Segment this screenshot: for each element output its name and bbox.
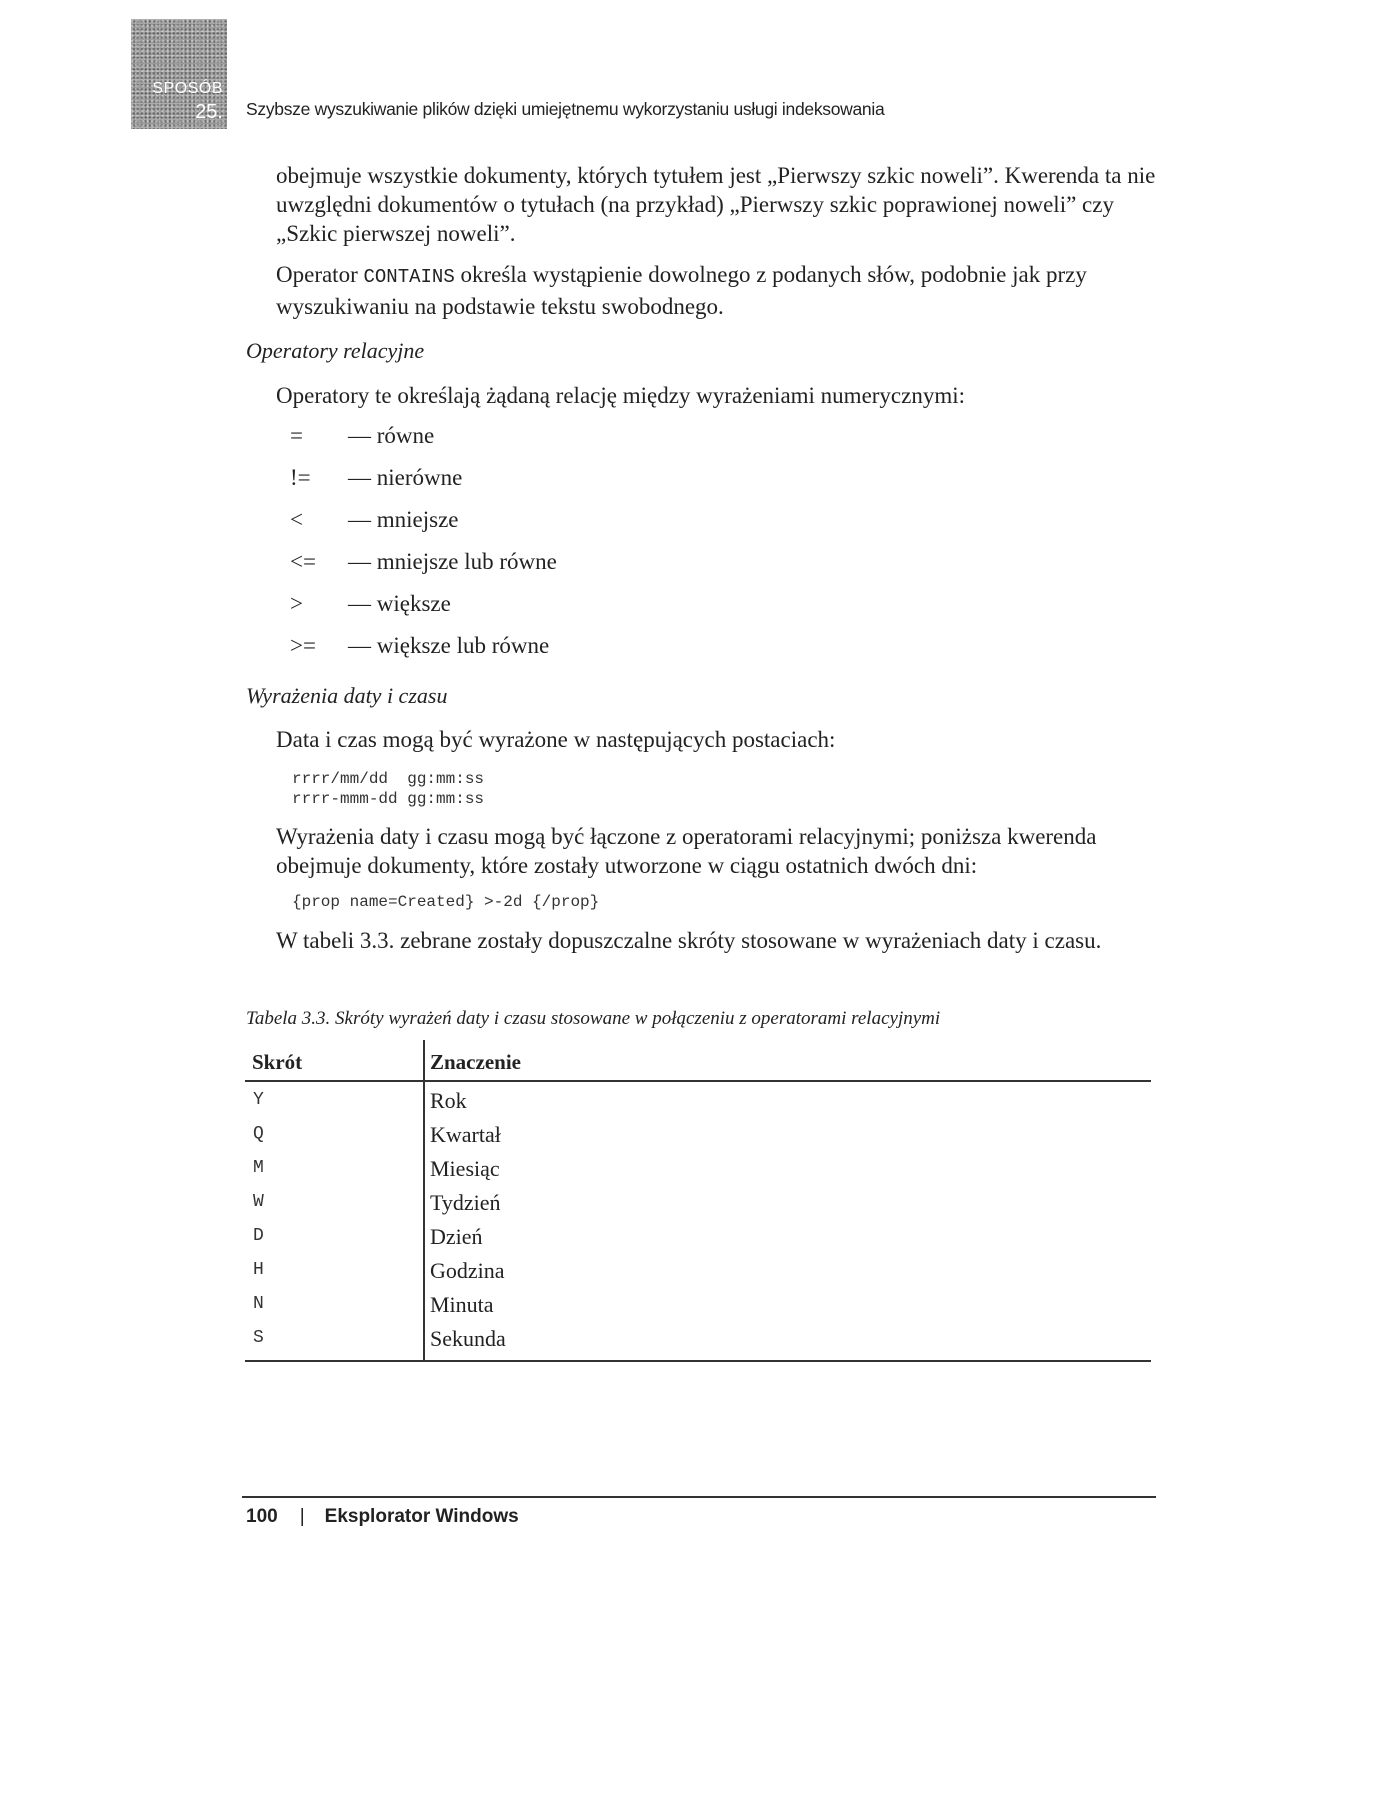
table-cell-meaning: Godzina bbox=[430, 1258, 505, 1283]
table-header-abbreviation: Skrót bbox=[252, 1050, 303, 1074]
table-row bbox=[245, 1290, 1151, 1324]
table-row bbox=[245, 1120, 1151, 1154]
subhead-relational-operators: Operatory relacyjne bbox=[246, 338, 425, 363]
table-cell-meaning: Dzień bbox=[430, 1224, 483, 1249]
paragraph-2-rest: określa wystąpienie dowolnego z podanych słów, podobnie jak przy wyszukiwaniu na podstawie tekstu swobodnego. bbox=[276, 262, 1087, 319]
table-row bbox=[245, 1324, 1151, 1358]
table-cell-meaning: Sekunda bbox=[430, 1326, 506, 1351]
operator-symbol: <= bbox=[290, 549, 316, 574]
table-cell-abbreviation: M bbox=[253, 1158, 264, 1178]
table-cell-meaning: Minuta bbox=[430, 1292, 494, 1317]
operator-row bbox=[0, 549, 800, 579]
operator-row bbox=[0, 591, 800, 621]
table-cell-abbreviation: D bbox=[253, 1226, 264, 1246]
running-head: Szybsze wyszukiwanie plików dzięki umiejętnemu wykorzystaniu usługi indeksowania bbox=[246, 99, 885, 119]
table-row bbox=[245, 1222, 1151, 1256]
table-row bbox=[245, 1256, 1151, 1290]
inline-code-contains: CONTAINS bbox=[363, 266, 455, 288]
footer-separator: | bbox=[299, 1506, 305, 1527]
table-cell-meaning: Kwartał bbox=[430, 1122, 501, 1147]
paragraph-5: Wyrażenia daty i czasu mogą być łączone z operatorami relacyjnymi; poniższa kwerenda obejmuje dokumenty, które zostały utworzone w ciągu ostatnich dwóch dni: bbox=[276, 824, 1097, 878]
paragraph-4: Data i czas mogą być wyrażone w następujących postaciach: bbox=[276, 727, 836, 752]
operator-row bbox=[0, 633, 800, 663]
code-line-query-example: {prop name=Created} >-2d {/prop} bbox=[292, 893, 600, 911]
operator-description: — mniejsze lub równe bbox=[348, 549, 557, 574]
table-row bbox=[245, 1154, 1151, 1188]
table-cell-abbreviation: S bbox=[253, 1328, 264, 1348]
badge-label: SPOSÓB bbox=[152, 80, 223, 97]
badge-number: 25. bbox=[195, 101, 223, 123]
table-header-meaning: Znaczenie bbox=[430, 1050, 521, 1074]
operator-symbol: != bbox=[290, 465, 311, 490]
operator-row bbox=[0, 465, 800, 495]
table-caption: Tabela 3.3. Skróty wyrażeń daty i czasu stosowane w połączeniu z operatorami relacyjnymi bbox=[246, 1008, 941, 1029]
section-badge bbox=[131, 19, 227, 129]
operator-row bbox=[0, 423, 800, 453]
abbreviations-table bbox=[245, 1040, 1151, 1362]
book-title: Eksplorator Windows bbox=[324, 1506, 519, 1527]
paragraph-1: obejmuje wszystkie dokumenty, których tytułem jest „Pierwszy szkic noweli”. Kwerenda ta nie uwzględni dokumentów o tytułach (na przykład) „Pierwszy szkic poprawionej noweli” czy „Szkic pierwszej noweli”. bbox=[276, 163, 1156, 246]
operator-symbol: >= bbox=[290, 633, 316, 658]
operator-description: — większe bbox=[348, 591, 451, 616]
operator-symbol: < bbox=[290, 507, 303, 532]
paragraph-2-lead: Operator bbox=[276, 262, 364, 287]
paragraph-6: W tabeli 3.3. zebrane zostały dopuszczalne skróty stosowane w wyrażeniach daty i czasu. bbox=[276, 928, 1102, 953]
operator-symbol: > bbox=[290, 591, 303, 616]
table-bottom-rule bbox=[245, 1360, 1151, 1362]
page-footer bbox=[246, 1506, 519, 1528]
table-cell-abbreviation: Y bbox=[253, 1090, 264, 1110]
operator-description: — mniejsze bbox=[348, 507, 459, 532]
table-cell-meaning: Rok bbox=[430, 1088, 467, 1113]
table-row bbox=[245, 1188, 1151, 1222]
table-header-rule bbox=[245, 1080, 1151, 1082]
paragraph-2 bbox=[276, 260, 1156, 321]
operator-symbol: = bbox=[290, 423, 303, 448]
table-cell-abbreviation: H bbox=[253, 1260, 264, 1280]
subhead-date-time-expressions: Wyrażenia daty i czasu bbox=[246, 683, 448, 708]
table-cell-meaning: Miesiąc bbox=[430, 1156, 500, 1181]
table-row bbox=[245, 1086, 1151, 1120]
table-cell-abbreviation: W bbox=[253, 1192, 264, 1212]
page-number: 100 bbox=[246, 1506, 278, 1527]
operator-row bbox=[0, 507, 800, 537]
operator-description: — równe bbox=[348, 423, 435, 448]
code-line-date-format-1: rrrr/mm/dd gg:mm:ss bbox=[292, 770, 485, 788]
paragraph-3: Operatory te określają żądaną relację między wyrażeniami numerycznymi: bbox=[276, 383, 966, 408]
operator-description: — nierówne bbox=[348, 465, 463, 490]
table-cell-meaning: Tydzień bbox=[430, 1190, 501, 1215]
table-cell-abbreviation: Q bbox=[253, 1124, 264, 1144]
table-cell-abbreviation: N bbox=[253, 1294, 264, 1314]
footer-rule bbox=[242, 1496, 1156, 1498]
code-line-date-format-2: rrrr-mmm-dd gg:mm:ss bbox=[292, 790, 485, 808]
operator-description: — większe lub równe bbox=[348, 633, 550, 658]
